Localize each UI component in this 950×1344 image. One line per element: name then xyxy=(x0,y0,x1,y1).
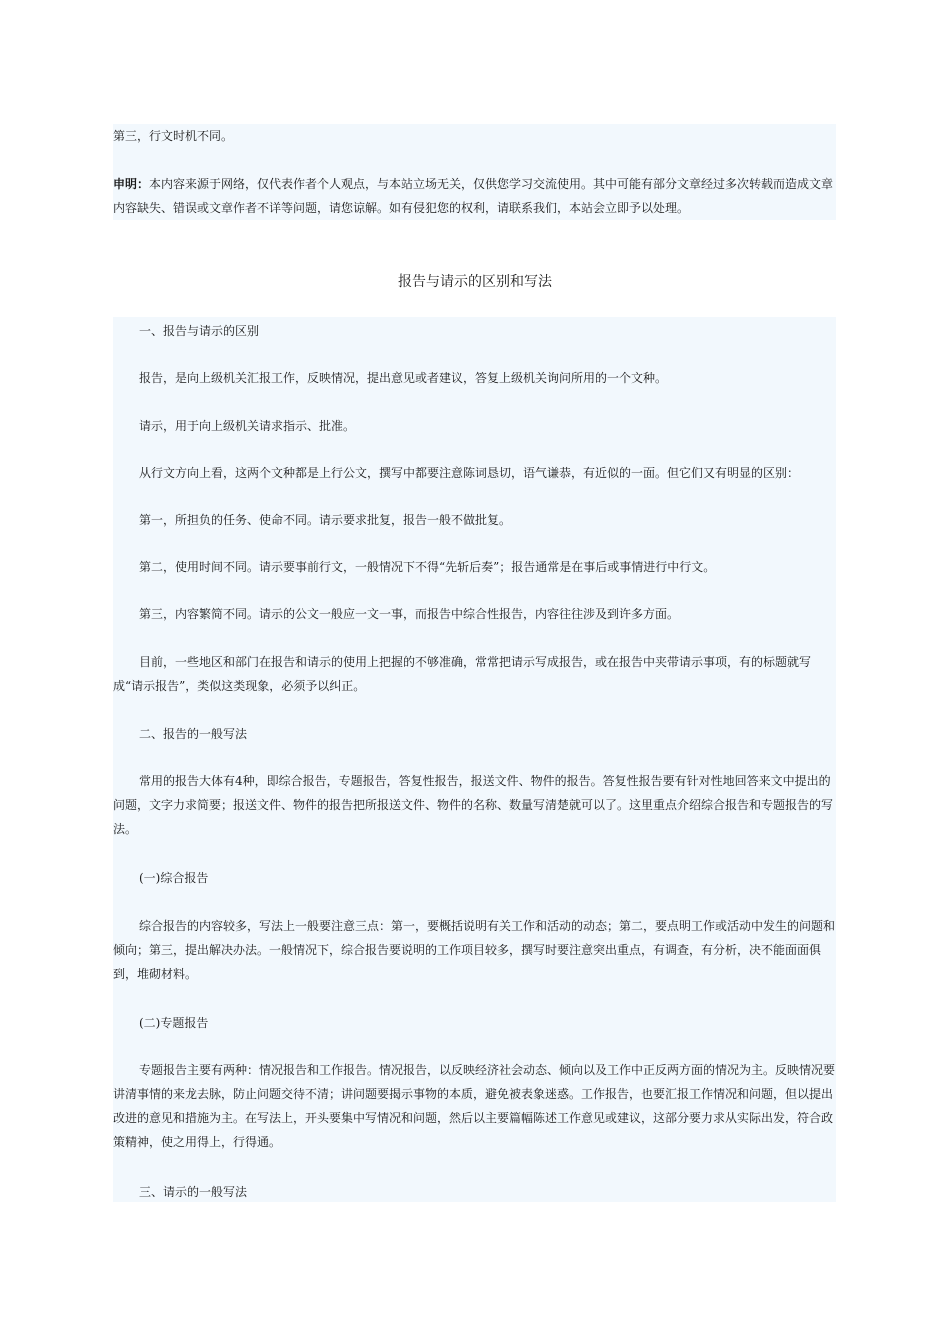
paragraph: 从行文方向上看，这两个文种都是上行公文，撰写中都要注意陈词恳切，语气谦恭，有近似的一面。但它们又有明显的区别： xyxy=(139,466,800,480)
declaration-label: 申明： xyxy=(113,177,150,191)
section-heading-1: 一、报告与请示的区别 xyxy=(139,324,260,338)
paragraph: 常用的报告大体有4种，即综合报告，专题报告，答复性报告，报送文件、物件的报告。答复性报告要有针对性地回答来文中提出的问题，文字力求简要；报送文件、物件的报告把所报送文件、物件的名称、数量写清楚就可以了。这里重点介绍综合报告和专题报告的写法。 xyxy=(113,774,834,836)
declaration xyxy=(113,172,836,220)
subsection-heading-2: (二)专题报告 xyxy=(139,1016,209,1030)
paragraph: 专题报告主要有两种：情况报告和工作报告。情况报告，以反映经济社会动态、倾向以及工作中正反两方面的情况为主。反映情况要讲清事情的来龙去脉，防止问题交待不清；讲问题要揭示事物的本质，避免被表象迷惑。工作报告，也要汇报工作情况和问题，但以提出改进的意见和措施为主。在写法上，开头要集中写情况和问题，然后以主要篇幅陈述工作意见或建议，这部分要力求从实际出发，符合政策精神，使之用得上，行得通。 xyxy=(113,1063,836,1149)
paragraph: 目前，一些地区和部门在报告和请示的使用上把握的不够准确，常常把请示写成报告，或在报告中夹带请示事项，有的标题就写成“请示报告”，类似这类现象，必须予以纠正。 xyxy=(113,655,812,693)
paragraph: 第二，使用时间不同。请示要事前行文，一般情况下不得“先斩后奏”；报告通常是在事后或事情进行中行文。 xyxy=(139,560,716,574)
paragraph: 报告，是向上级机关汇报工作，反映情况，提出意见或者建议，答复上级机关询问所用的一个文种。 xyxy=(139,371,668,385)
section-heading-2: 二、报告的一般写法 xyxy=(139,727,248,741)
section-heading-3: 三、请示的一般写法 xyxy=(139,1185,248,1199)
top-line: 第三，行文时机不同。 xyxy=(113,129,234,143)
article-title: 报告与请示的区别和写法 xyxy=(398,274,552,290)
declaration-text: 本内容来源于网络，仅代表作者个人观点，与本站立场无关，仅供您学习交流使用。其中可能有部分文章经过多次转载而造成文章内容缺失、错误或文章作者不详等问题，请您谅解。如有侵犯您的权利，请联系我们，本站会立即予以处理。 xyxy=(113,177,834,215)
paragraph: 第三，内容繁简不同。请示的公文一般应一文一事，而报告中综合性报告，内容往往涉及到许多方面。 xyxy=(139,607,680,621)
paragraph: 综合报告的内容较多，写法上一般要注意三点：第一，要概括说明有关工作和活动的动态；第二，要点明工作或活动中发生的问题和倾向；第三，提出解决办法。一般情况下，综合报告要说明的工作项目较多，撰写时要注意突出重点，有调查，有分析，决不能面面俱到，堆砌材料。 xyxy=(113,919,836,981)
paragraph: 第一，所担负的任务、使命不同。请示要求批复，报告一般不做批复。 xyxy=(139,513,512,527)
subsection-heading-1: (一)综合报告 xyxy=(139,871,209,885)
paragraph: 请示，用于向上级机关请求指示、批准。 xyxy=(139,419,356,433)
